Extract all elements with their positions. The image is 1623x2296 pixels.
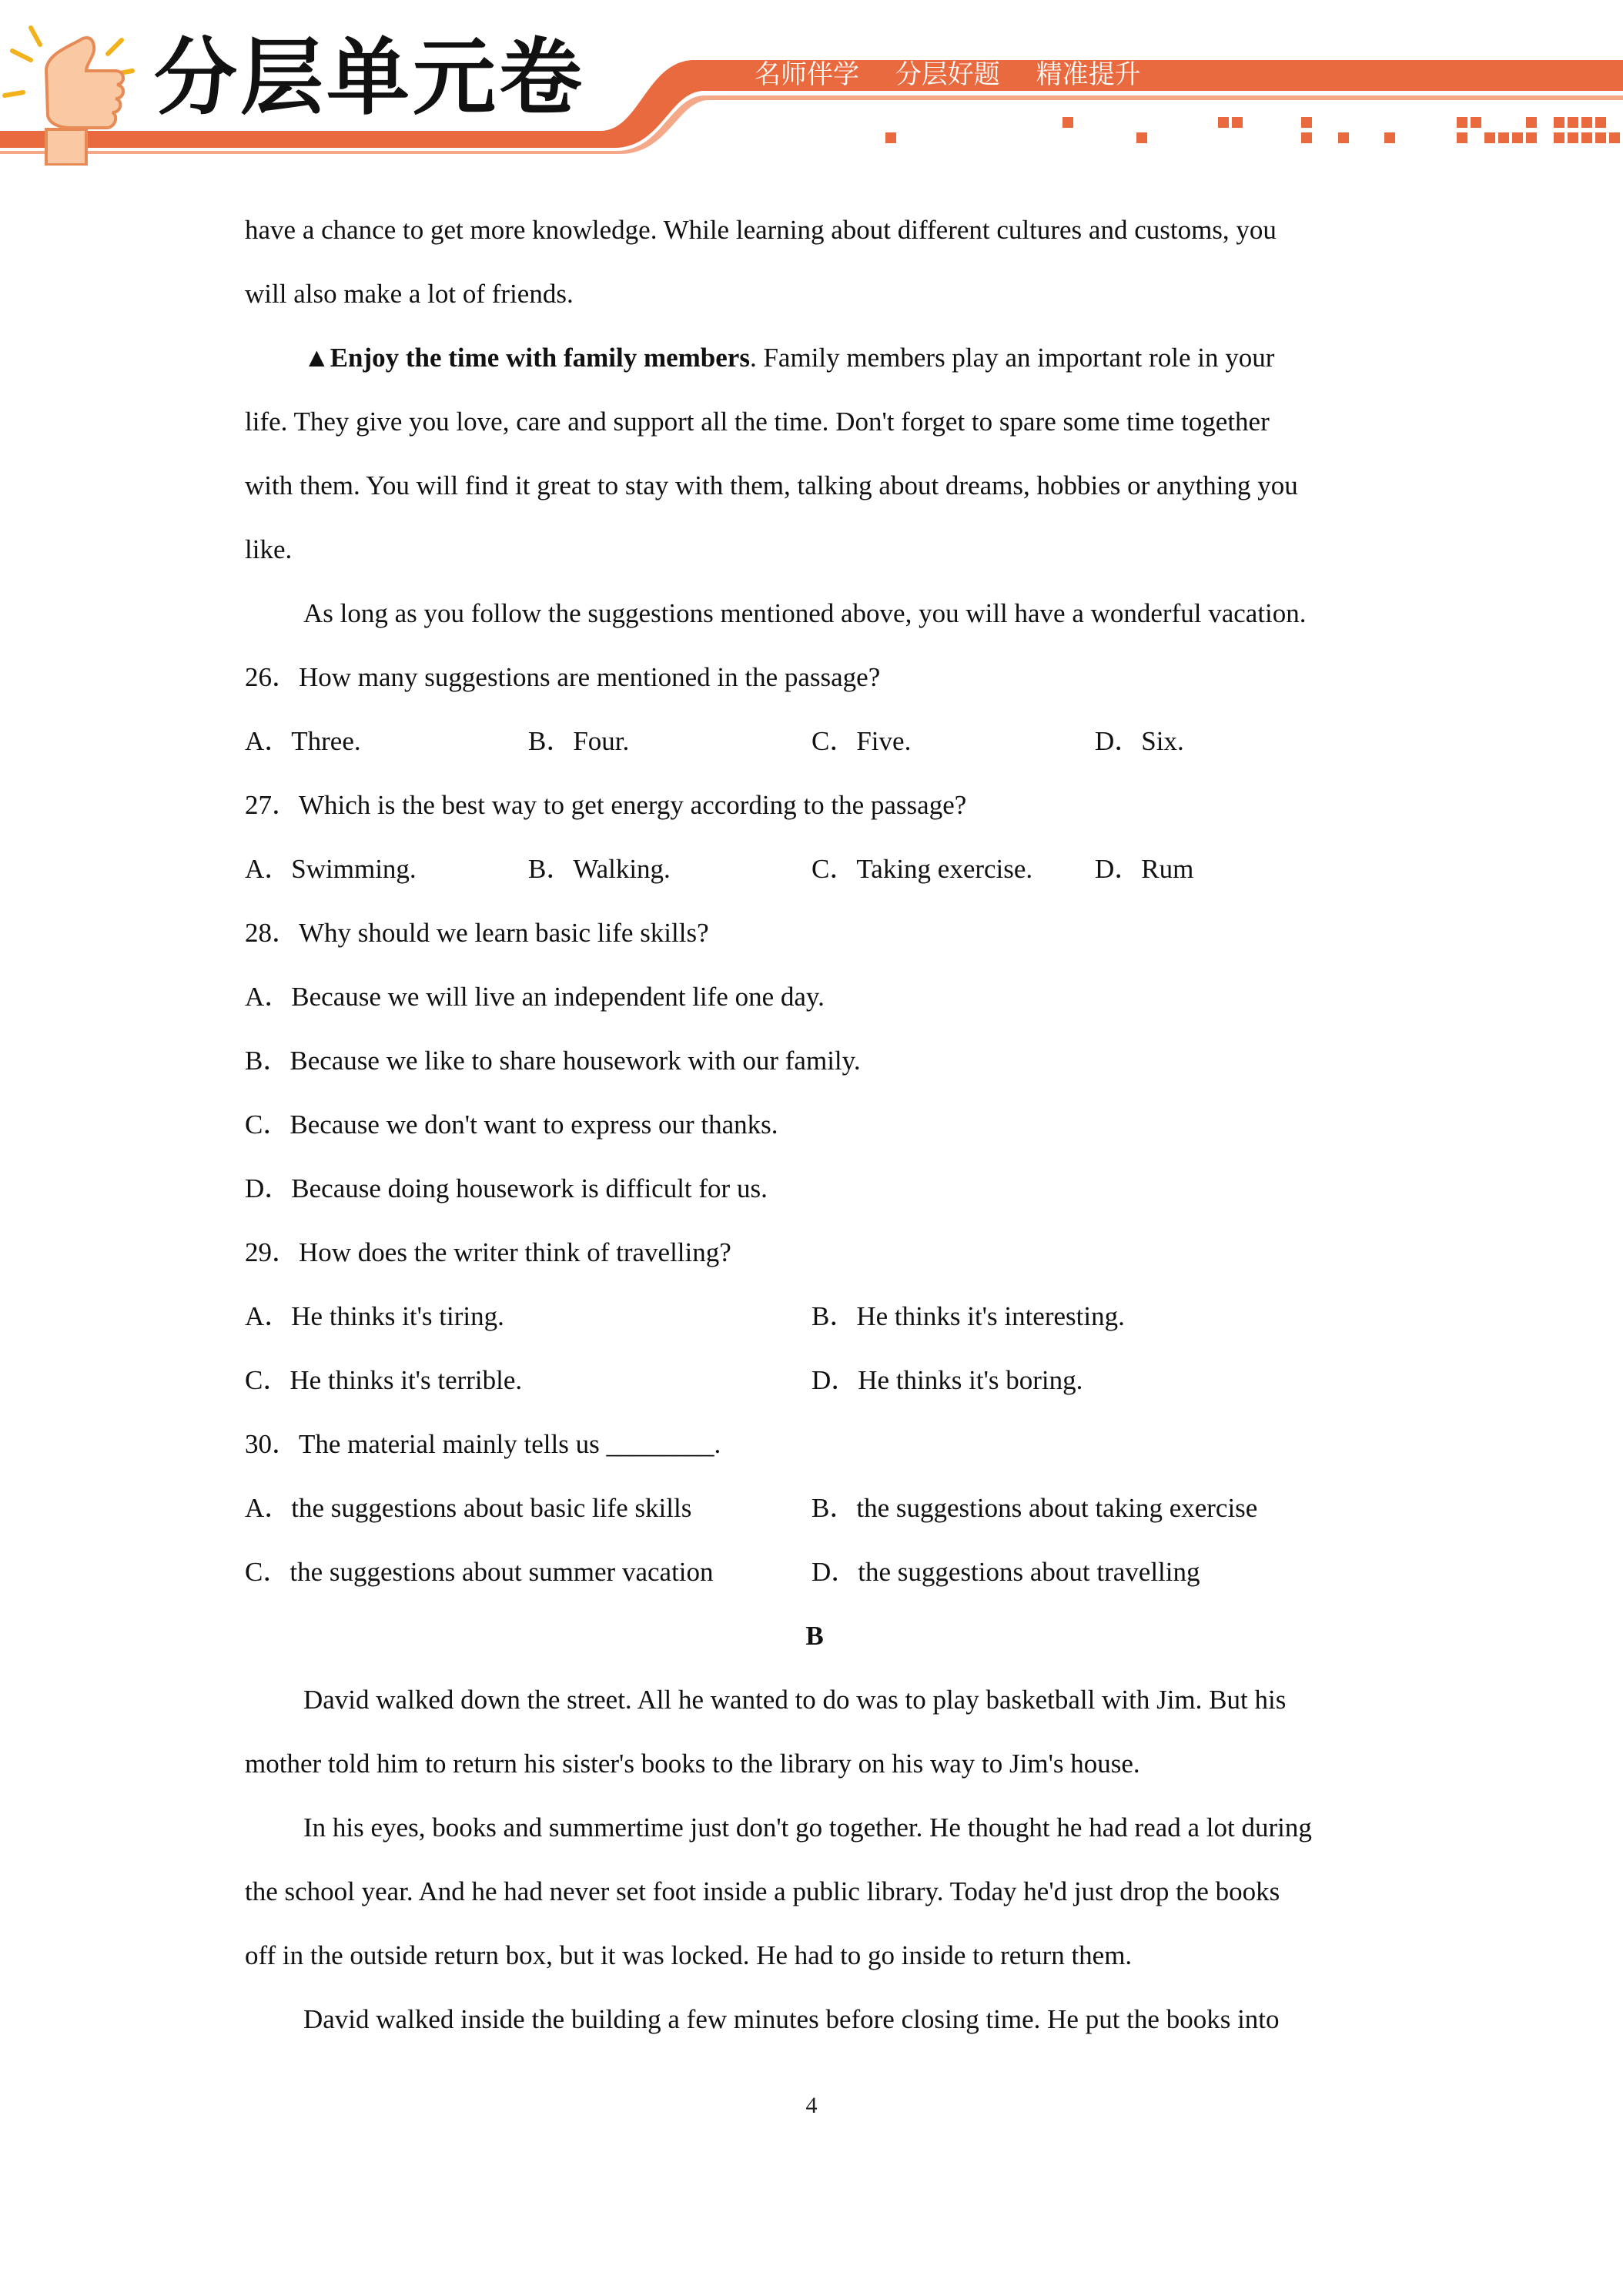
option-b[interactable]: B．Walking. (528, 854, 671, 884)
passage-line: will also make a lot of friends. (245, 279, 574, 309)
option-a[interactable]: A．Because we will live an independent life one day. (245, 982, 825, 1012)
option-c[interactable]: C．He thinks it's terrible. (245, 1365, 523, 1395)
passage-line: life. They give you love, care and support all the time. Don't forget to spare some time together (245, 407, 1270, 437)
question-options (245, 1358, 1384, 1422)
option-b[interactable]: B．the suggestions about taking exercise (812, 1493, 1258, 1523)
exam-content (245, 208, 1384, 2061)
passage-line: off in the outside return box, but it was locked. He had to go inside to return them. (245, 1940, 1133, 1970)
passage-line: David walked down the street. All he wanted to do was to play basketball with Jim. But his (303, 1685, 1287, 1715)
option-d[interactable]: D．Because doing housework is difficult for us. (245, 1173, 768, 1203)
question-options (245, 719, 1384, 783)
section-heading: B (805, 1621, 824, 1651)
option-b[interactable]: B．Because we like to share housework with our family. (245, 1046, 861, 1076)
option-d[interactable]: D．Rum (1095, 854, 1194, 884)
passage-line: with them. You will find it great to stay with them, talking about dreams, hobbies or anything you (245, 470, 1298, 500)
option-b[interactable]: B．Four. (528, 726, 630, 756)
passage-conclusion: As long as you follow the suggestions mentioned above, you will have a wonderful vacation. (303, 598, 1307, 628)
question-options (245, 1550, 1384, 1614)
passage-line: the school year. And he had never set foot inside a public library. Today he'd just drop the books (245, 1876, 1280, 1906)
passage-line: David walked inside the building a few minutes before closing time. He put the books into (303, 2004, 1280, 2034)
question-stem: 29．How does the writer think of travelling? (245, 1237, 731, 1267)
option-a[interactable]: A．Three. (245, 726, 361, 756)
question-stem: 28．Why should we learn basic life skills? (245, 918, 709, 948)
header-slogan (755, 59, 1169, 90)
tip-paragraph-line (245, 336, 1384, 400)
option-a[interactable]: A．the suggestions about basic life skills (245, 1493, 692, 1523)
option-a[interactable]: A．He thinks it's tiring. (245, 1301, 504, 1331)
option-d[interactable]: D．He thinks it's boring. (812, 1365, 1083, 1395)
option-c[interactable]: C．the suggestions about summer vacation (245, 1557, 714, 1587)
option-b[interactable]: B．He thinks it's interesting. (812, 1301, 1125, 1331)
brand-title: 分层单元卷 (154, 30, 586, 126)
option-d[interactable]: D．Six. (1095, 726, 1184, 756)
tip-text: . Family members play an important role in your (749, 343, 1275, 373)
question-stem: 26．How many suggestions are mentioned in the passage? (245, 662, 881, 692)
slogan-item: 精准提升 (1036, 59, 1141, 90)
slogan-item: 名师伴学 (755, 59, 859, 90)
page-header (0, 0, 1623, 166)
option-a[interactable]: A．Swimming. (245, 854, 417, 884)
option-c[interactable]: C．Because we don't want to express our thanks. (245, 1110, 778, 1140)
question-options (245, 1294, 1384, 1358)
option-c[interactable]: C．Taking exercise. (812, 854, 1033, 884)
passage-line: like. (245, 534, 293, 564)
question-stem: 27．Which is the best way to get energy according to the passage? (245, 790, 967, 820)
tip-heading: ▲Enjoy the time with family members (303, 343, 750, 373)
passage-line: mother told him to return his sister's books to the library on his way to Jim's house. (245, 1749, 1140, 1779)
passage-line: have a chance to get more knowledge. While learning about different cultures and customs, you (245, 215, 1277, 245)
page-number: 4 (805, 2093, 818, 2118)
question-options (245, 847, 1384, 911)
slogan-item: 分层好题 (895, 59, 1000, 90)
question-options (245, 1486, 1384, 1550)
option-c[interactable]: C．Five. (812, 726, 912, 756)
passage-line: In his eyes, books and summertime just don't go together. He thought he had read a lot during (303, 1812, 1312, 1842)
option-d[interactable]: D．the suggestions about travelling (812, 1557, 1200, 1587)
question-stem: 30．The material mainly tells us ________. (245, 1429, 721, 1459)
